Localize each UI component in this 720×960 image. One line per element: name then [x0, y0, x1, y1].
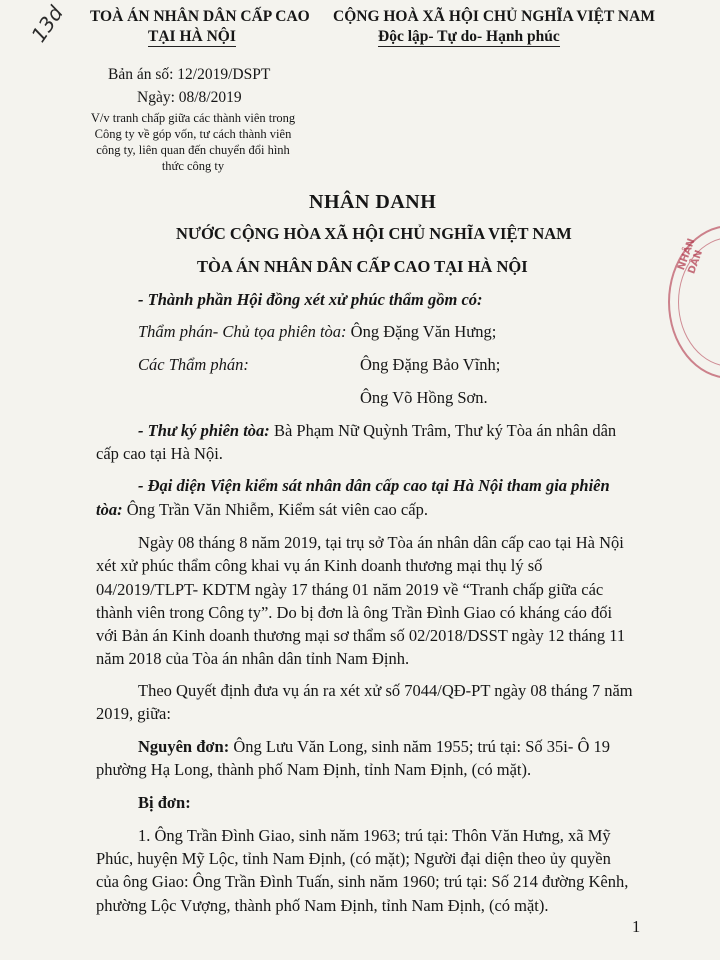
- clerk-line-2: cấp cao tại Hà Nội.: [96, 444, 223, 463]
- paragraph-1-line-2: xét xử phúc thẩm công khai vụ án Kinh doanh thương mại thụ lý số: [96, 556, 543, 575]
- judges-label: Các Thẩm phán:: [138, 355, 249, 374]
- court-name: TOÀ ÁN NHÂN DÂN CẤP CAO: [90, 8, 310, 25]
- panel-heading: - Thành phần Hội đồng xét xử phúc thẩm gồm có:: [138, 290, 483, 309]
- page-number: 1: [632, 917, 641, 936]
- nation-motto: Độc lập- Tự do- Hạnh phúc: [378, 28, 560, 45]
- paragraph-1-line-4: thành viên trong Công ty”. Do bị đơn là ông Trần Đình Giao có kháng cáo đối: [96, 603, 613, 622]
- procuracy-label: - Đại diện Viện kiểm sát nhân dân cấp cao tại Hà Nội tham gia phiên: [138, 476, 610, 495]
- presiding-judge: Thẩm phán- Chủ tọa phiên tòa: Ông Đặng Văn Hưng;: [138, 322, 497, 341]
- clerk-line: - Thư ký phiên tòa: Bà Phạm Nữ Quỳnh Trâm, Thư ký Tòa án nhân dân: [138, 421, 617, 440]
- case-subject: V/v tranh chấp giữa các thành viên trong Công ty về góp vốn, tư cách thành viên công ty, liên quan đến chuyển đổi hình thức công ty: [90, 111, 296, 173]
- plaintiff-line-2: phường Hạ Long, thành phố Nam Định, tỉnh Nam Định, (có mặt).: [96, 760, 532, 779]
- defendant-label: Bị đơn:: [138, 793, 191, 812]
- case-number: Bản án số: 12/2019/DSPT: [108, 66, 271, 83]
- paragraph-1-line-1: Ngày 08 tháng 8 năm 2019, tại trụ sở Tòa án nhân dân cấp cao tại Hà Nội: [138, 533, 624, 552]
- nation-title: CỘNG HOÀ XÃ HỘI CHỦ NGHĨA VIỆT NAM: [333, 8, 655, 25]
- judge-1: Ông Đặng Bảo Vĩnh;: [360, 355, 501, 374]
- title-nation: NƯỚC CỘNG HÒA XÃ HỘI CHỦ NGHĨA VIỆT NAM: [176, 224, 572, 243]
- paragraph-1-line-3: 04/2019/TLPT- KDTM ngày 17 tháng 01 năm 2019 về “Tranh chấp giữa các: [96, 580, 604, 599]
- procuracy-line-2: tòa: Ông Trần Văn Nhiễm, Kiểm sát viên cao cấp.: [96, 500, 428, 519]
- defendant-line-1: 1. Ông Trần Đình Giao, sinh năm 1963; trú tại: Thôn Văn Hưng, xã Mỹ: [138, 826, 611, 845]
- defendant-line-4: phường Lộc Vượng, thành phố Nam Định, tỉnh Nam Định, (có mặt).: [96, 896, 549, 915]
- title-main: NHÂN DANH: [309, 191, 437, 213]
- defendant-line-2: Phúc, huyện Mỹ Lộc, tỉnh Nam Định, (có mặt); Người đại diện theo ủy quyền: [96, 849, 611, 868]
- court-location: TẠI HÀ NỘI: [148, 28, 236, 45]
- paragraph-1-line-5: với Bản án Kinh doanh thương mại sơ thẩm số 02/2018/DSST ngày 12 tháng 11: [96, 626, 626, 645]
- case-date: Ngày: 08/8/2019: [137, 89, 242, 106]
- plaintiff-line-1: Nguyên đơn: Ông Lưu Văn Long, sinh năm 1955; trú tại: Số 35i- Ô 19: [138, 737, 610, 756]
- title-court: TÒA ÁN NHÂN DÂN CẤP CAO TẠI HÀ NỘI: [197, 257, 528, 276]
- judge-2: Ông Võ Hồng Sơn.: [360, 388, 488, 407]
- court-seal-text: NHÂN DÂN: [676, 237, 706, 276]
- paragraph-2-line-2: 2019, giữa:: [96, 704, 171, 723]
- handwritten-note: 13d: [26, 1, 68, 47]
- paragraph-1-line-6: năm 2018 của Tòa án nhân dân tỉnh Nam Định.: [96, 649, 410, 668]
- defendant-line-3: của ông Giao: Ông Trần Đình Tuấn, sinh năm 1960; trú tại: Số 214 đường Kênh,: [96, 872, 629, 891]
- paragraph-2-line-1: Theo Quyết định đưa vụ án ra xét xử số 7044/QĐ-PT ngày 08 tháng 7 năm: [138, 681, 633, 700]
